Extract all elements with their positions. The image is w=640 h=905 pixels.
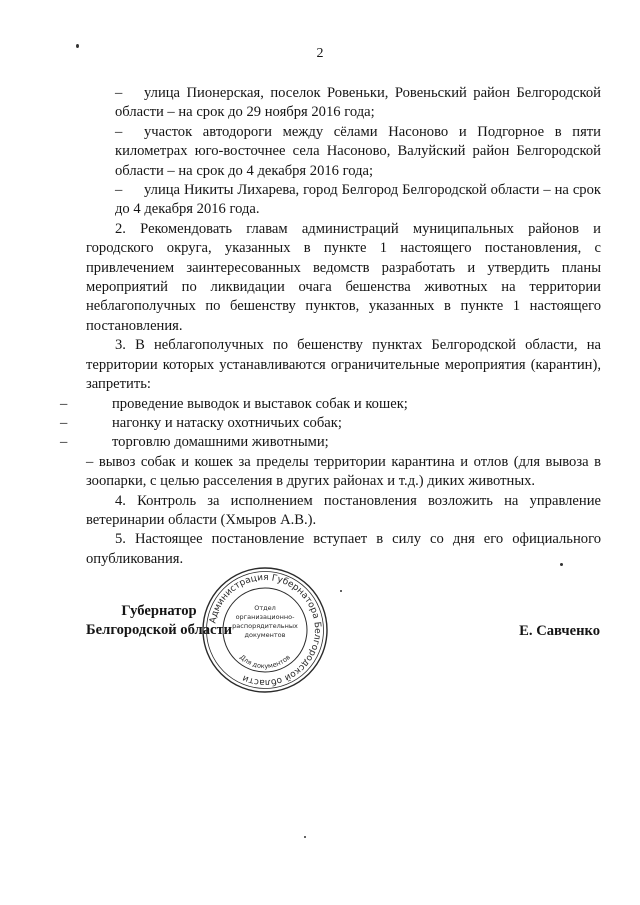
seal-center-line: распорядительных (232, 622, 298, 630)
list-item: – улица Никиты Лихарева, город Белгород Белгородской области – на срок до 4 декабря 2016 года. (86, 181, 601, 220)
signature-title: Губернатор Белгородской области (86, 603, 233, 638)
seal-stamp (201, 566, 329, 694)
scan-speck (76, 44, 79, 48)
dash-marker: – (115, 123, 123, 140)
scan-speck (340, 590, 342, 592)
seal-center-line: документов (244, 631, 286, 639)
list-item: – улица Пионерская, поселок Ровеньки, Ровеньский район Белгородской области – на срок до 29 ноября 2016 года; (86, 84, 601, 123)
dash-marker: – (60, 434, 68, 451)
signature-name: Е. Савченко (519, 623, 600, 639)
list-item: – участок автодороги между сёлами Насоново и Подгорное в пяти километрах юго-восточнее села Насоново, Валуйский район Белгородской области – на срок до 4 декабря 2016 года; (86, 123, 601, 181)
paragraph-5: 5. Настоящее постановление вступает в силу со дня его официального опубликования. (86, 531, 601, 567)
scan-speck (304, 836, 306, 838)
seal-center-line: Отдел (254, 604, 276, 612)
scan-speck (560, 563, 563, 566)
list-item: – проведение выводок и выставок собак и кошек; (86, 395, 601, 414)
list-item: – торговлю домашними животными; (86, 433, 601, 452)
seal-center-line: организационно- (235, 613, 295, 621)
paragraph-3: 3. В неблагополучных по бешенству пунктах Белгородской области, на территории которых устанавливаются ограничительные мероприятия (карантин), запретить: (86, 337, 601, 393)
dash-marker: – (60, 395, 68, 412)
list-item: – вывоз собак и кошек за пределы территории карантина и отлов (для вывоза в зоопарки, с целью расселения в других районах и т.д.) диких животных. (86, 453, 601, 490)
document-body (60, 84, 601, 569)
paragraph-4: 4. Контроль за исполнением постановления возложить на управление ветеринарии области (Хмыров А.В.). (86, 492, 601, 528)
paragraph-2: 2. Рекомендовать главам администраций муниципальных районов и городского округа, указанных в пункте 1 настоящего постановления, с привлечением заинтересованных ведомств разработать и утвердить планы мероприятий по ликвидации очага бешенства животных на территории неблагополучных по бешенству пунктов, указанных в пункте 1 настоящего постановления. (86, 220, 601, 334)
seal-ring-text: Администрация Губернатора Белгородской области (208, 572, 323, 688)
list-item: – нагонку и натаску охотничьих собак; (86, 414, 601, 433)
dash-marker: – (60, 414, 68, 431)
dash-marker: – (86, 453, 94, 470)
dash-marker: – (115, 85, 123, 101)
seal-bottom-text: Для документов (238, 653, 292, 671)
page-number: 2 (316, 46, 324, 61)
dash-marker: – (115, 182, 123, 199)
